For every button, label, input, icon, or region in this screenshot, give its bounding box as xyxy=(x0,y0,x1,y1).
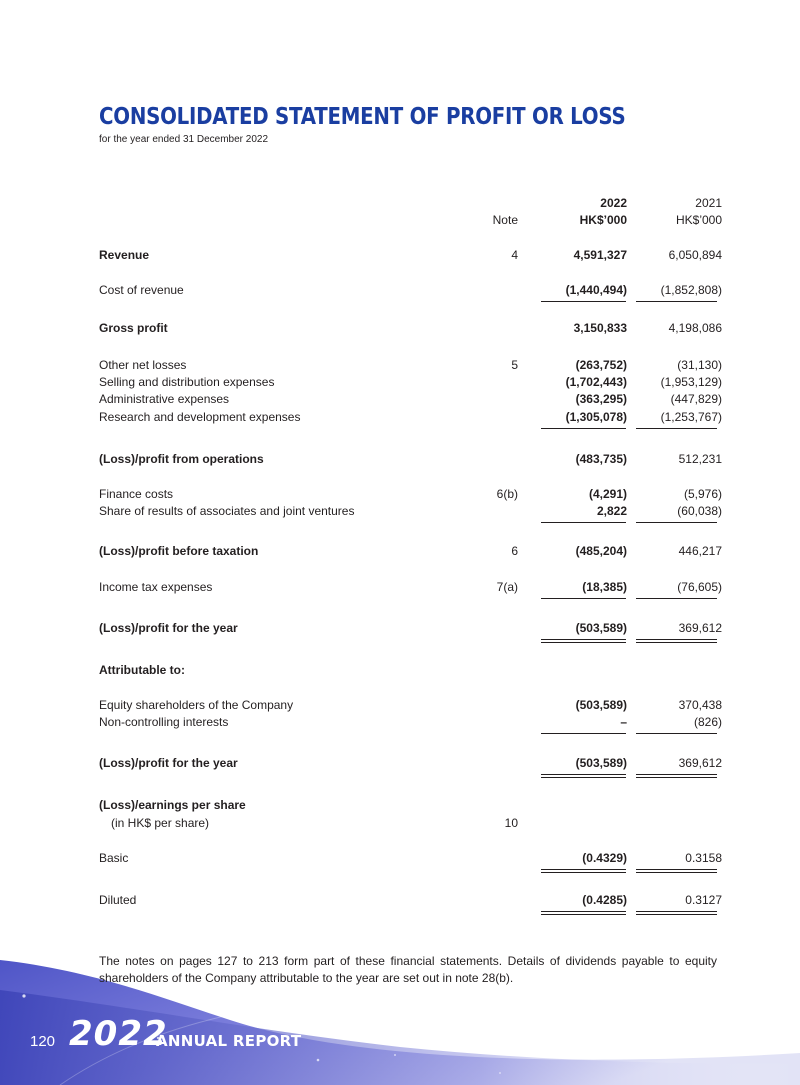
row-value-2021: 0.3158 xyxy=(685,851,722,865)
row-non-controlling-interests xyxy=(0,714,800,730)
row-label: Non-controlling interests xyxy=(99,715,229,729)
row-value-2022: (1,440,494) xyxy=(565,283,627,297)
row-share-of-results xyxy=(0,503,800,519)
subtotal-rule xyxy=(636,522,717,523)
row-value-2022: (263,752) xyxy=(575,358,627,372)
row-value-2022: – xyxy=(620,715,627,729)
row-value-2022: (0.4285) xyxy=(582,893,627,907)
row-value-2022: 4,591,327 xyxy=(573,248,627,262)
row-label: Other net losses xyxy=(99,358,187,372)
row-label: Research and development expenses xyxy=(99,410,301,424)
row-value-2021: 0.3127 xyxy=(685,893,722,907)
row-label: Equity shareholders of the Company xyxy=(99,698,294,712)
row-value-2021: 370,438 xyxy=(678,698,722,712)
row-value-2021: (826) xyxy=(693,715,722,729)
row-label: Administrative expenses xyxy=(99,392,230,406)
row-income-tax xyxy=(0,579,800,595)
row-label: Revenue xyxy=(99,248,150,262)
row-label: (Loss)/profit for the year xyxy=(99,621,238,635)
row-value-2022: (18,385) xyxy=(582,580,627,594)
page-title: CONSOLIDATED STATEMENT OF PROFIT OR LOSS xyxy=(99,104,626,130)
row-cost-of-revenue xyxy=(0,282,800,298)
row-label: Diluted xyxy=(99,893,137,907)
row-value-2021: (31,130) xyxy=(677,358,722,372)
row-note: 5 xyxy=(511,358,518,372)
row-value-2021: 6,050,894 xyxy=(668,248,722,262)
subtotal-rule xyxy=(541,522,626,523)
row-profit-for-year xyxy=(0,620,800,636)
total-double-rule xyxy=(636,869,717,873)
total-double-rule xyxy=(636,911,717,915)
total-double-rule xyxy=(541,911,626,915)
header-year-2021: 2021 xyxy=(695,196,722,210)
row-value-2021: (447,829) xyxy=(670,392,722,406)
row-value-2021: (1,253,767) xyxy=(660,410,722,424)
row-value-2021: (76,605) xyxy=(677,580,722,594)
row-note: 10 xyxy=(504,816,518,830)
row-value-2021: (5,976) xyxy=(683,487,722,501)
row-research-expenses xyxy=(0,409,800,425)
row-diluted-eps xyxy=(0,892,800,908)
subtotal-rule xyxy=(541,428,626,429)
row-basic-eps xyxy=(0,850,800,866)
row-value-2022: (503,589) xyxy=(575,698,627,712)
row-note: 4 xyxy=(511,248,518,262)
row-value-2022: (363,295) xyxy=(575,392,627,406)
row-value-2022: (1,305,078) xyxy=(565,410,627,424)
section-heading: Attributable to: xyxy=(99,663,185,677)
total-double-rule xyxy=(541,639,626,643)
row-value-2022: 2,822 xyxy=(596,504,627,518)
row-eps-unit xyxy=(0,815,800,831)
row-profit-before-taxation xyxy=(0,543,800,559)
row-selling-expenses xyxy=(0,374,800,390)
header-currency-2021: HK$’000 xyxy=(675,213,722,227)
row-administrative-expenses xyxy=(0,391,800,407)
subtotal-rule xyxy=(636,598,717,599)
row-value-2021: 4,198,086 xyxy=(668,321,722,335)
row-label: Selling and distribution expenses xyxy=(99,375,275,389)
row-value-2021: 369,612 xyxy=(678,756,722,770)
row-value-2022: (485,204) xyxy=(575,544,627,558)
row-value-2022: 3,150,833 xyxy=(573,321,627,335)
row-profit-from-operations xyxy=(0,451,800,467)
subtotal-rule xyxy=(636,301,717,302)
row-value-2022: (4,291) xyxy=(588,487,627,501)
row-other-net-losses xyxy=(0,357,800,373)
row-value-2022: (483,735) xyxy=(575,452,627,466)
page-number: 120 xyxy=(30,1033,56,1050)
header-year-2022: 2022 xyxy=(600,196,627,210)
subtotal-rule xyxy=(636,428,717,429)
row-gross-profit xyxy=(0,320,800,336)
row-revenue xyxy=(0,247,800,263)
row-label: (Loss)/profit for the year xyxy=(99,756,238,770)
row-value-2021: (1,852,808) xyxy=(660,283,722,297)
row-profit-for-year-total xyxy=(0,755,800,771)
total-double-rule xyxy=(541,774,626,778)
row-label: Finance costs xyxy=(99,487,174,501)
row-value-2021: 369,612 xyxy=(678,621,722,635)
row-value-2021: 512,231 xyxy=(678,452,722,466)
annual-report-label: ANNUAL REPORT xyxy=(156,1032,302,1050)
row-label: (in HK$ per share) xyxy=(111,816,210,830)
header-note: Note xyxy=(492,213,518,227)
row-label: Basic xyxy=(99,851,129,865)
row-note: 6 xyxy=(511,544,518,558)
row-equity-shareholders xyxy=(0,697,800,713)
row-label: Income tax expenses xyxy=(99,580,213,594)
year-header-row xyxy=(0,195,800,211)
total-double-rule xyxy=(636,639,717,643)
header-currency-2022: HK$’000 xyxy=(579,213,627,227)
row-label: Share of results of associates and joint ventures xyxy=(99,504,355,518)
row-attributable-heading xyxy=(0,662,800,678)
row-value-2021: (60,038) xyxy=(677,504,722,518)
statement-notes-text: The notes on pages 127 to 213 form part of these financial statements. Details of dividends payable to equity shareholders of the Company attributable to the year are set out in note 28(b). xyxy=(99,954,717,985)
row-eps-heading xyxy=(0,797,800,813)
row-label: Gross profit xyxy=(99,321,168,335)
subtotal-rule xyxy=(541,733,626,734)
row-value-2022: (503,589) xyxy=(575,756,627,770)
section-heading: (Loss)/earnings per share xyxy=(99,798,246,812)
subtotal-rule xyxy=(541,598,626,599)
row-label: Cost of revenue xyxy=(99,283,184,297)
row-value-2021: (1,953,129) xyxy=(660,375,722,389)
row-value-2021: 446,217 xyxy=(678,544,722,558)
row-label: (Loss)/profit before taxation xyxy=(99,544,259,558)
total-double-rule xyxy=(541,869,626,873)
row-value-2022: (503,589) xyxy=(575,621,627,635)
currency-header-row xyxy=(0,212,800,228)
row-note: 6(b) xyxy=(496,487,518,501)
row-value-2022: (1,702,443) xyxy=(565,375,627,389)
subtotal-rule xyxy=(541,301,626,302)
row-label: (Loss)/profit from operations xyxy=(99,452,264,466)
report-year-logo: 2022 xyxy=(69,1014,168,1054)
subtotal-rule xyxy=(636,733,717,734)
row-finance-costs xyxy=(0,486,800,502)
row-value-2022: (0.4329) xyxy=(582,851,627,865)
total-double-rule xyxy=(636,774,717,778)
row-note: 7(a) xyxy=(496,580,518,594)
page-subtitle: for the year ended 31 December 2022 xyxy=(99,134,268,145)
